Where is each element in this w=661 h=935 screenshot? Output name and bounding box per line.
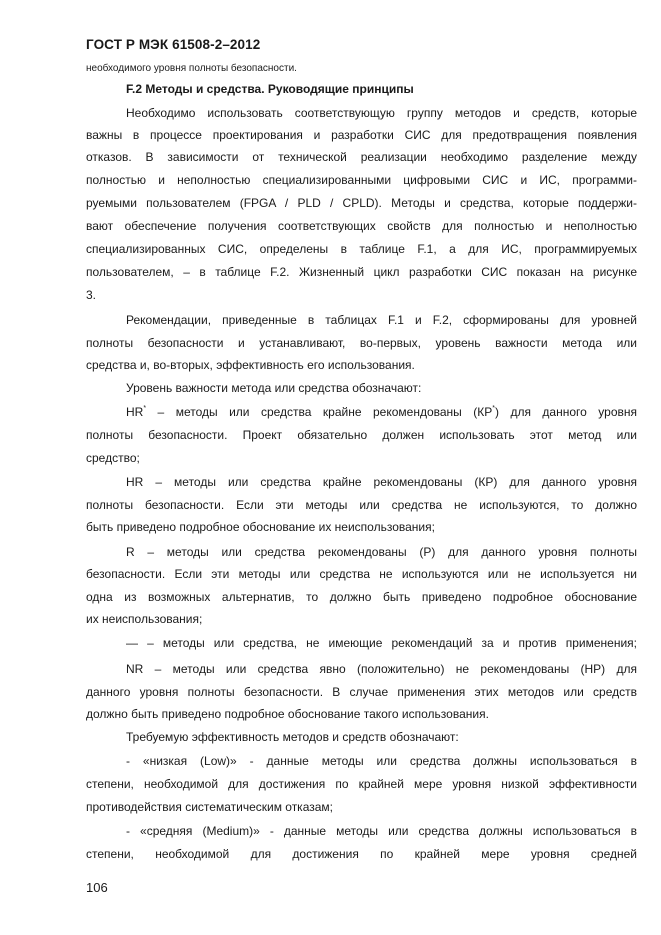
body-line: 3. xyxy=(86,288,97,302)
body-line: NR – методы или средства явно (положительно) не рекомендованы (НР) для xyxy=(126,662,637,676)
hr-code: HR xyxy=(126,405,144,419)
body-line: — – методы или средства, не имеющие рекомендаций за и против применения; xyxy=(126,636,637,650)
body-line: полностью и неполностью специализированными цифровыми СИС и ИС, программи- xyxy=(86,173,637,187)
body-line: Уровень важности метода или средства обозначают: xyxy=(126,381,422,395)
body-line: степени, необходимой для достижения по крайней мере уровня средней xyxy=(86,847,637,861)
star-mark: * xyxy=(492,405,495,412)
hr-text: – методы или средства крайне рекомендованы (КР xyxy=(146,405,493,419)
section-title: F.2 Методы и средства. Руководящие принципы xyxy=(126,82,414,96)
body-line: Рекомендации, приведенные в таблицах F.1 и F.2, сформированы для уровней xyxy=(126,313,637,327)
star-mark: * xyxy=(143,405,147,412)
body-line: полноты безопасности. Проект обязательно должен использовать этот метод или xyxy=(86,428,637,442)
body-line: степени, необходимой для достижения по крайней мере уровня низкой эффективности xyxy=(86,777,637,791)
standard-header: ГОСТ Р МЭК 61508-2–2012 xyxy=(86,37,261,52)
body-line: должно быть приведено подробное обоснование такого использования. xyxy=(86,707,489,721)
body-line: пользователем, – в таблице F.2. Жизненный цикл разработки СИС показан на рисунке xyxy=(86,265,637,279)
continuation-line: необходимого уровня полноты безопасности. xyxy=(86,63,297,74)
body-line: - «средняя (Medium)» - данные методы или средства должны использоваться в xyxy=(126,824,637,838)
body-line: средства и, во-вторых, эффективность его использования. xyxy=(86,358,415,372)
body-line: средство; xyxy=(86,451,140,465)
body-line: полноты безопасности и устанавливают, во-первых, уровень важности метода или xyxy=(86,336,637,350)
body-line: одна из возможных альтернатив, то должно быть приведено подробное обоснование xyxy=(86,590,637,604)
body-line: противодействия систематическим отказам; xyxy=(86,800,333,814)
body-line: безопасности. Если эти методы или средства не используются или не используется ни xyxy=(86,567,637,581)
body-line: руемыми пользователем (FPGA / PLD / CPLD). Методы и средства, которые поддержи- xyxy=(86,196,637,210)
body-line: R – методы или средства рекомендованы (Р) для данного уровня полноты xyxy=(126,545,637,559)
body-line: специализированных СИС, определены в таблице F.1, а для ИС, программируемых xyxy=(86,242,637,256)
body-line: HR – методы или средства крайне рекомендованы (КР) для данного уровня xyxy=(126,475,637,489)
body-line: важны в процессе проектирования и разработки СИС для предотвращения появления xyxy=(86,128,637,142)
hr-text-end: ) для данного уровня xyxy=(494,405,637,419)
body-line: отказов. В зависимости от технической реализации необходимо разделение между xyxy=(86,150,637,164)
body-line-hr-star xyxy=(126,405,637,419)
body-line: - «низкая (Low)» - данные методы или средства должны использоваться в xyxy=(126,754,637,768)
body-line: вают обеспечение получения соответствующих свойств для полностью и неполностью xyxy=(86,219,637,233)
body-line: данного уровня полноты безопасности. В случае применения этих методов или средств xyxy=(86,685,637,699)
page-number: 106 xyxy=(86,880,108,895)
body-line: Необходимо использовать соответствующую группу методов и средств, которые xyxy=(126,106,637,120)
body-line: полноты безопасности. Если эти методы или средства не используются, то должно xyxy=(86,498,637,512)
body-line: Требуемую эффективность методов и средств обозначают: xyxy=(126,730,459,744)
body-line: быть приведено подробное обоснование их неиспользования; xyxy=(86,520,435,534)
body-line: их неиспользования; xyxy=(86,612,203,626)
